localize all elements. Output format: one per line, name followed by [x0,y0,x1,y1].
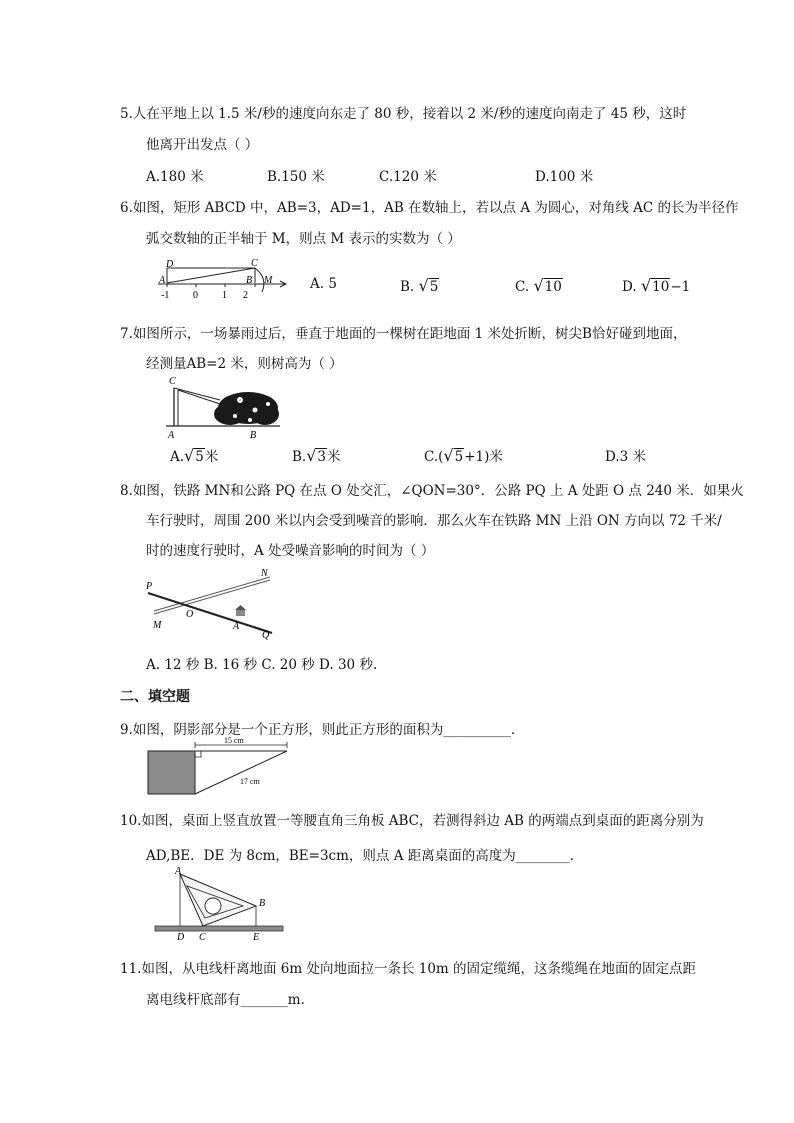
q8-label-p: P [146,581,153,592]
q6-tick-neg1: -1 [161,290,170,301]
q9-line1: 9.如图，阴影部分是一个正方形，则此正方形的面积为__________． [120,722,525,738]
q7-label-b: B [250,430,257,441]
q7-option-d: D.3 米 [605,449,647,465]
q5-option-c: C.120 米 [379,169,437,185]
q6-option-b-radicand: 5 [429,279,439,295]
q6-option-a: A. 5 [310,276,337,292]
q8-line2: 车行驶时，周围 200 米以内会受到噪音的影响．那么火车在铁路 MN 上沿 ON 方向以 72 千米/ [146,513,722,529]
q9-label-17cm: 17 cm [240,777,260,786]
q6-label-d: D [166,259,174,270]
q8-label-a: A [233,621,240,632]
q8-label-m: M [153,620,162,631]
q6-tick-1: 1 [222,290,227,301]
q10-label-a: A [175,866,182,877]
q10-line1: 10.如图，桌面上竖直放置一等腰直角三角板 ABC，若测得斜边 AB 的两端点到桌面的距离分别为 [120,813,704,829]
q7-line2: 经测量AB=2 米，则树高为（ ） [146,356,343,372]
q8-label-n: N [261,568,268,579]
q7-label-a: A [168,430,175,441]
q6-line2: 弧交数轴的正半轴于 M，则点 M 表示的实数为（ ） [146,231,461,247]
q10-line2: AD,BE．DE 为 8cm，BE=3cm，则点 A 距离桌面的高度为________． [146,848,584,864]
q6-tick-2: 2 [243,290,248,301]
q8-label-q: Q [262,630,270,641]
q6-label-c: C [251,258,258,269]
q5-option-b: B.150 米 [267,169,325,185]
q8-line3: 时的速度行驶时，A 处受噪音影响的时间为（ ） [146,543,435,559]
q5-line1: 5.人在平地上以 1.5 米/秒的速度向东走了 80 秒，接着以 2 米/秒的速度向南走了 45 秒，这时 [120,106,687,122]
q9-label-15cm: 15 cm [224,736,244,745]
q6-option-d-radicand: 10 [652,279,670,295]
q7-line1: 7.如图所示，一场暴雨过后，垂直于地面的一棵树在距地面 1 米处折断，树尖B恰好碰到地面， [120,326,687,342]
q7-option-b: B.√3米 [292,446,341,465]
q8-label-o: O [186,609,194,620]
q6-label-m: M [264,275,273,286]
q11-line1: 11.如图，从电线杆离地面 6m 处向地面拉一条长 10m 的固定缆绳，这条缆绳在地面的固定点距 [120,961,697,977]
q6-option-c-radicand: 10 [544,279,562,295]
q10-label-d: D [177,932,185,943]
q5-option-d: D.100 米 [535,169,594,185]
q10-label-e: E [253,932,260,943]
q6-option-d: D. √10−1 [622,276,691,295]
q5-line2: 他离开出发点（ ） [146,137,259,153]
q6-tick-0: 0 [193,290,198,301]
q6-label-b: B [246,275,253,286]
q7-label-c: C [169,376,176,387]
q10-label-c: C [199,932,206,943]
q6-option-c: C. √10 [515,276,562,295]
q9-figure [145,738,295,798]
q7-option-a: A.√5米 [170,446,219,465]
q6-label-a: A [159,275,166,286]
q10-label-b: B [259,898,266,909]
q6-figure [150,256,295,304]
q5-option-a: A.180 米 [146,169,204,185]
q11-line2: 离电线杆底部有_______m. [146,992,305,1008]
q8-figure [140,566,285,641]
q7-tree-figure [160,370,285,442]
section-heading: 二、填空题 [120,689,190,705]
q8-line1: 8.如图，铁路 MN和公路 PQ 在点 O 处交汇，∠QON=30°．公路 PQ 上 A 处距 O 点 240 米．如果火 [120,483,744,499]
q8-options: A. 12 秒 B. 16 秒 C. 20 秒 D. 30 秒. [146,657,378,673]
house-icon [235,605,246,616]
q10-figure [155,866,290,944]
q6-option-b: B. √5 [400,276,439,295]
q6-line1: 6.如图，矩形 ABCD 中，AB=3，AD=1，AB 在数轴上，若以点 A 为圆心，对角线 AC 的长为半径作 [120,200,739,216]
q7-option-c: C.(√5+1)米 [424,446,503,465]
